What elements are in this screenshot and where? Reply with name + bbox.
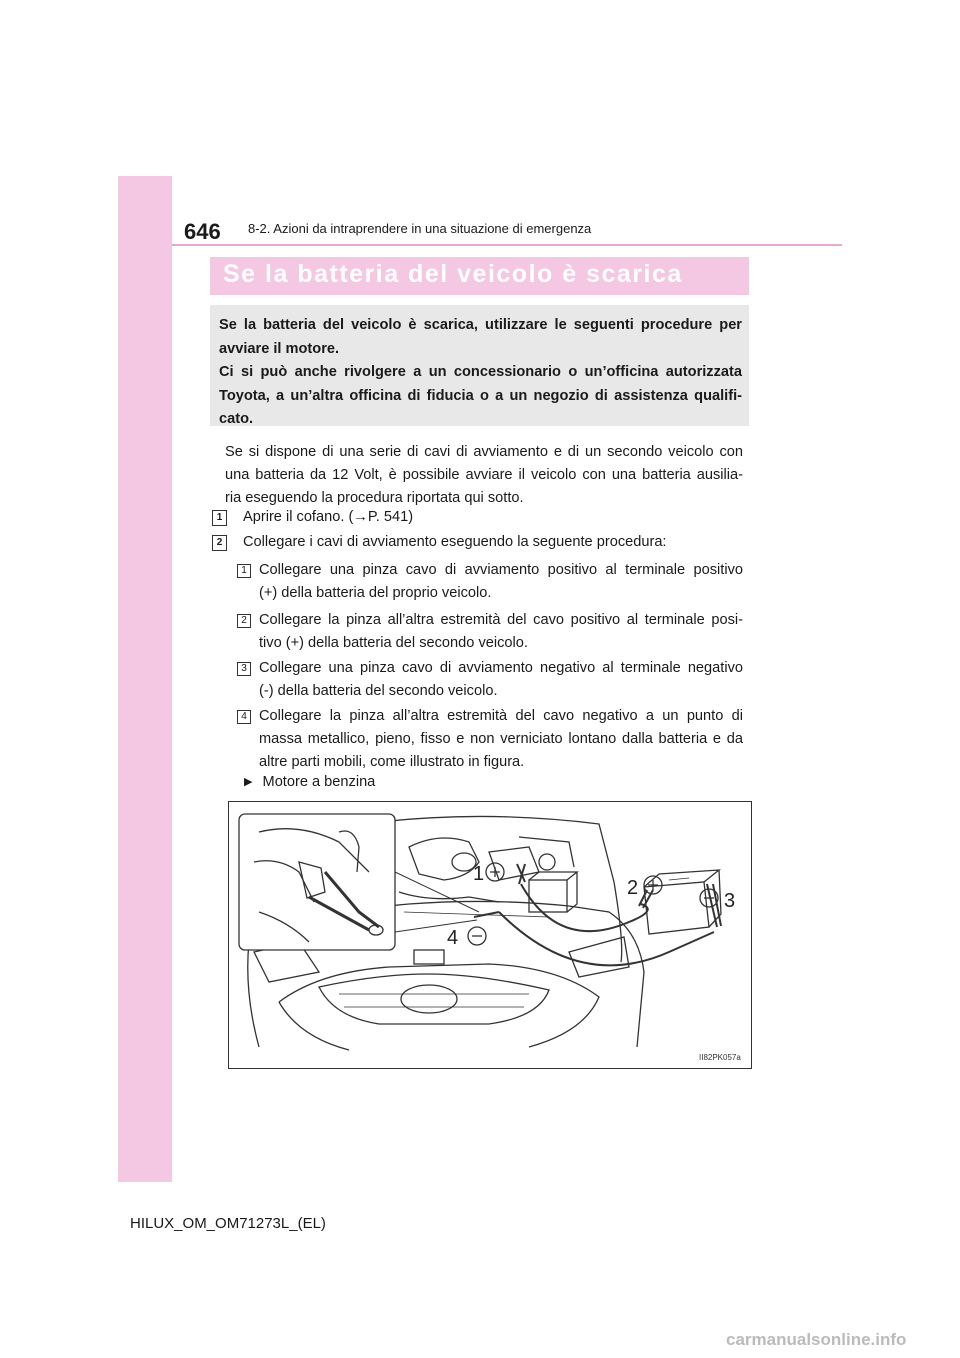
- substep-number-box: 4: [237, 710, 251, 724]
- body-paragraph: [225, 441, 743, 510]
- body-line: Se si dispone di una serie di cavi di avviamento e di un secondo veicolo con: [225, 444, 743, 460]
- intro-box: [210, 305, 749, 426]
- engine-bay-illustration: [228, 801, 752, 1069]
- page-title: Se la batteria del veicolo è scarica: [223, 260, 683, 288]
- substep-text: [259, 657, 743, 703]
- substep-line: Collegare la pinza all’altra estremità del cavo positivo al terminale posi-: [259, 612, 743, 628]
- step-number-box: 1: [212, 510, 227, 526]
- substep-line: altre parti mobili, come illustrato in figura.: [259, 754, 525, 770]
- substep-text: [259, 705, 743, 774]
- callout-2: 2: [627, 877, 639, 899]
- callout-3: 3: [724, 890, 736, 912]
- step-text: Aprire il cofano. (→P. 541): [243, 509, 414, 525]
- intro-line: Se la batteria del veicolo è scarica, utilizzare le seguenti procedure per: [219, 317, 742, 333]
- substep-line: Collegare una pinza cavo di avviamento positivo al terminale positivo: [259, 562, 743, 578]
- step-number-box: 2: [212, 535, 227, 551]
- substep-line: (-) della batteria del secondo veicolo.: [259, 683, 498, 699]
- figure-code: II82PK057a: [699, 1053, 741, 1062]
- intro-line: Ci si può anche rivolgere a un concessionario o un’officina autorizzata: [219, 364, 742, 380]
- section-header: 8-2. Azioni da intraprendere in una situazione di emergenza: [248, 221, 592, 236]
- substep-line: (+) della batteria del proprio veicolo.: [259, 585, 492, 601]
- intro-line: Toyota, a un’altra officina di fiducia o a un negozio di assistenza qualifi-: [219, 387, 742, 404]
- document-footer: HILUX_OM_OM71273L_(EL): [130, 1215, 326, 1232]
- intro-text: [219, 314, 742, 432]
- engine-label: Motore a benzina: [262, 774, 376, 790]
- body-line: una batteria da 12 Volt, è possibile avviare il veicolo con una batteria ausilia-: [225, 467, 743, 483]
- step-text: Collegare i cavi di avviamento eseguendo la seguente procedura:: [243, 534, 667, 550]
- substep-line: Collegare la pinza all’altra estremità del cavo negativo a un punto di: [259, 708, 743, 724]
- engine-label-row: [244, 771, 375, 795]
- substep-line: Collegare una pinza cavo di avviamento negativo al terminale negativo: [259, 660, 743, 676]
- substep-number-box: 3: [237, 662, 251, 676]
- substep-line: tivo (+) della batteria del secondo veicolo.: [259, 635, 528, 651]
- intro-line: avviare il motore.: [219, 340, 340, 357]
- title-bar: [210, 257, 749, 295]
- jump-start-diagram: [229, 802, 751, 1068]
- substep-line: massa metallico, pieno, fisso e non verniciato lontano dalla batteria e da: [259, 731, 743, 747]
- substep-number-box: 1: [237, 564, 251, 578]
- page-number: 646: [184, 219, 221, 244]
- callout-4: 4: [447, 927, 459, 949]
- watermark: carmanualsonline.info: [726, 1330, 907, 1349]
- header-rule: [172, 244, 842, 246]
- callout-1: 1: [473, 863, 485, 885]
- intro-line: cato.: [219, 411, 254, 427]
- substep-text: [259, 559, 743, 605]
- body-line: ria eseguendo la procedura riportata qui sotto.: [225, 490, 524, 506]
- substep-text: [259, 609, 743, 655]
- substep-number-box: 2: [237, 614, 251, 628]
- triangle-bullet-icon: ▶: [244, 776, 253, 788]
- side-tab-strip: [118, 176, 172, 1182]
